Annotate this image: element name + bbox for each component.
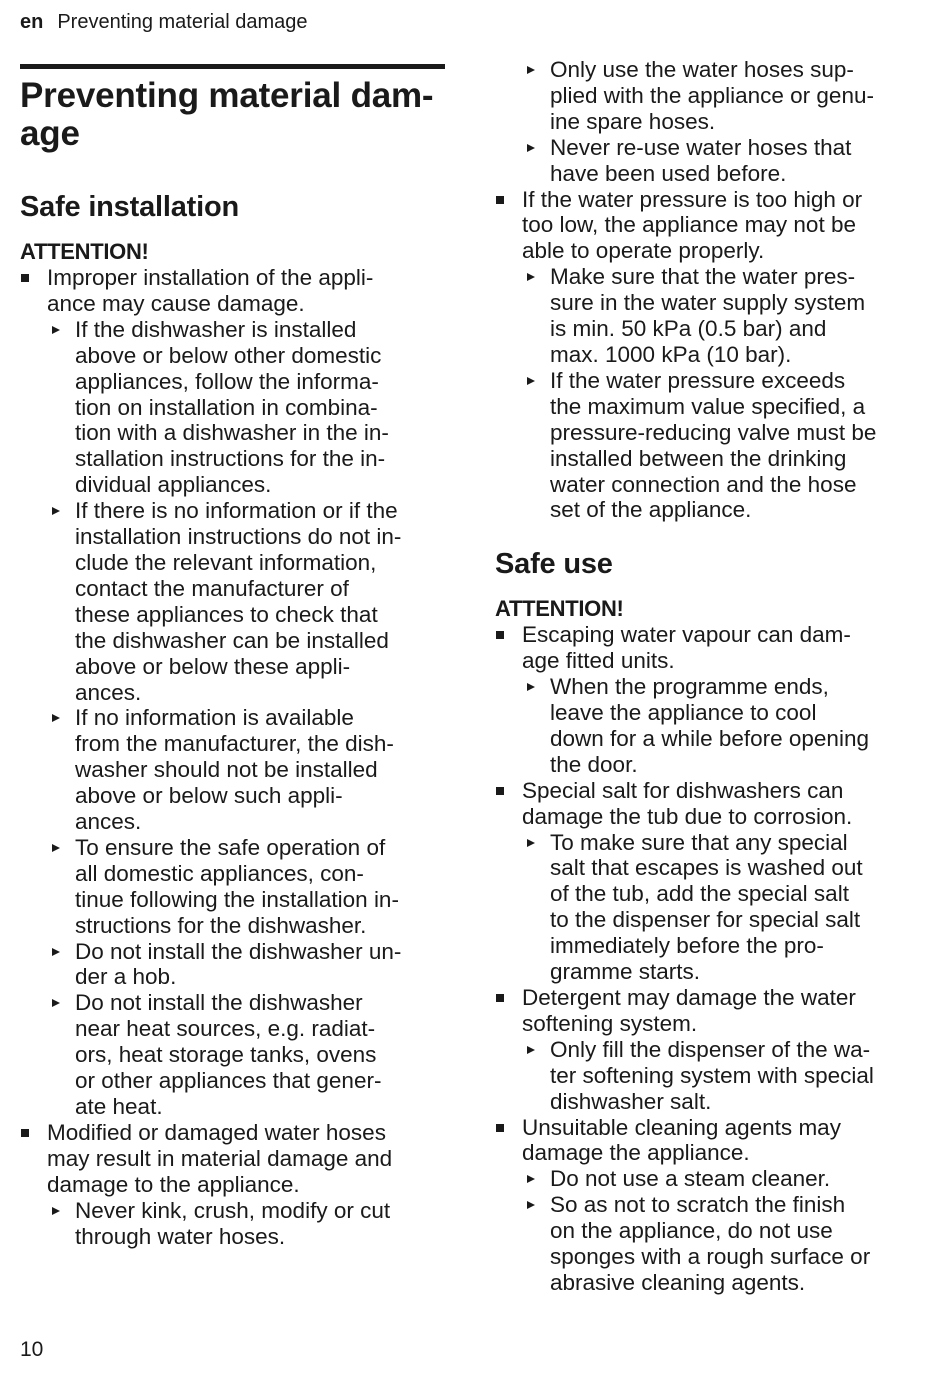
triangle-bullet-icon xyxy=(527,273,535,281)
square-bullet-icon xyxy=(496,994,504,1002)
sub-list-item-text: near heat sources, e.g. radiat- xyxy=(75,1016,376,1042)
sub-list-item-text: When the programme ends, xyxy=(550,674,829,700)
triangle-bullet-icon xyxy=(527,66,535,74)
list-item-text: Detergent may damage the water xyxy=(522,985,856,1010)
sub-list-item-text: Never kink, crush, modify or cut xyxy=(75,1197,391,1223)
sub-list-item-text: dividual appliances. xyxy=(75,472,272,498)
sub-list-item-text: washer should not be installed xyxy=(75,757,378,783)
list-continued xyxy=(495,57,923,187)
sub-list-item xyxy=(47,835,448,939)
triangle-bullet-icon xyxy=(527,144,535,152)
page-title xyxy=(20,77,448,153)
sub-list-item-text: the dishwasher can be installed xyxy=(75,627,389,653)
list-item-continued xyxy=(495,57,923,187)
sub-list-item-text: abrasive cleaning agents. xyxy=(550,1269,806,1295)
sub-list-item-text: dishwasher salt. xyxy=(550,1088,712,1114)
sub-list-item-text: Make sure that the water pres- xyxy=(550,264,856,290)
triangle-bullet-icon xyxy=(52,714,60,722)
square-bullet-icon xyxy=(496,787,504,795)
sub-list-item-text: the door. xyxy=(550,751,638,777)
list-item-text: Escaping water vapour can dam- xyxy=(522,622,851,648)
list-item-text: ance may cause damage. xyxy=(47,290,305,316)
list-item xyxy=(495,1115,923,1296)
sub-list xyxy=(522,264,923,523)
sub-list-item xyxy=(47,705,448,835)
sub-list-item-text: gramme starts. xyxy=(550,959,701,985)
sub-list-item xyxy=(47,498,448,705)
list-item-text: If the water pressure is too high or xyxy=(522,186,863,212)
list-item xyxy=(495,622,923,777)
list-item-text: may result in material damage and xyxy=(47,1145,393,1171)
page-title-line: age xyxy=(20,114,80,153)
sub-list-item-text: installation instructions do not in- xyxy=(75,524,402,550)
list-item xyxy=(495,778,923,985)
sub-list-item-text: leave the appliance to cool xyxy=(550,700,817,726)
sub-list-item-text: water connection and the hose xyxy=(550,471,857,497)
sub-list-item-text: Only use the water hoses sup- xyxy=(550,57,854,82)
sub-list xyxy=(47,1198,448,1250)
list-item-text: damage the appliance. xyxy=(522,1140,750,1166)
list-safe-installation xyxy=(20,265,448,1249)
section-heading-safe-use: Safe use xyxy=(495,548,613,581)
square-bullet-icon xyxy=(496,631,504,639)
sub-list-item-text: ances. xyxy=(75,679,142,705)
sub-list-item-text: sponges with a rough surface or xyxy=(550,1244,871,1270)
list-item-text: damage the tub due to corrosion. xyxy=(522,803,853,829)
sub-list-item-text: Only fill the dispenser of the wa- xyxy=(550,1036,871,1062)
attention-label: ATTENTION! xyxy=(495,596,624,622)
sub-list-item-text: structions for the dishwasher. xyxy=(75,912,367,938)
triangle-bullet-icon xyxy=(527,839,535,847)
list-item xyxy=(20,265,448,1120)
square-bullet-icon xyxy=(496,196,504,204)
triangle-bullet-icon xyxy=(52,326,60,334)
list-item-text: softening system. xyxy=(522,1010,698,1036)
sub-list xyxy=(522,1166,923,1296)
sub-list-item-text: To ensure the safe operation of xyxy=(75,834,386,860)
sub-list-item-text: above or below these appli- xyxy=(75,653,351,679)
sub-list-item-text: sure in the water supply system xyxy=(550,290,866,316)
triangle-bullet-icon xyxy=(527,1046,535,1054)
sub-list-item xyxy=(47,317,448,498)
sub-list-item-text: to the dispenser for special salt xyxy=(550,907,861,933)
sub-list-item-text: Never re-use water hoses that xyxy=(550,134,852,160)
sub-list-item-text: contact the manufacturer of xyxy=(75,575,349,601)
sub-list-item-text: ances. xyxy=(75,809,142,835)
sub-list-item-text: If there is no information or if the xyxy=(75,498,398,524)
title-rule xyxy=(20,64,445,69)
list-item xyxy=(495,187,923,524)
square-bullet-icon xyxy=(21,274,29,282)
sub-list xyxy=(47,317,448,1120)
sub-list-item-text: is min. 50 kPa (0.5 bar) and xyxy=(550,316,827,342)
page-header xyxy=(20,9,307,35)
section-heading-safe-installation: Safe installation xyxy=(20,191,239,223)
sub-list xyxy=(522,1037,923,1115)
sub-list-item xyxy=(47,939,448,991)
sub-list-item-text: the maximum value specified, a xyxy=(550,393,866,419)
sub-list-item-text: above or below such appli- xyxy=(75,783,343,809)
sub-list-item xyxy=(522,1192,923,1296)
triangle-bullet-icon xyxy=(527,1201,535,1209)
page-number: 10 xyxy=(20,1338,44,1361)
sub-list-item xyxy=(522,1037,923,1115)
sub-list-item-text: salt that escapes is washed out xyxy=(550,855,863,881)
list-item xyxy=(20,1120,448,1250)
triangle-bullet-icon xyxy=(52,999,60,1007)
sub-list-item-text: have been used before. xyxy=(550,160,787,186)
sub-list-item-text: tion on installation in combina- xyxy=(75,394,378,420)
sub-list-item-text: appliances, follow the informa- xyxy=(75,368,379,394)
list-water-pressure xyxy=(495,187,923,524)
list-item-text: Modified or damaged water hoses xyxy=(47,1119,386,1145)
list-item-text: Improper installation of the appli- xyxy=(47,265,374,290)
list-item-text: age fitted units. xyxy=(522,648,675,674)
sub-list-item xyxy=(522,1166,923,1192)
sub-list-item-text: der a hob. xyxy=(75,964,177,990)
sub-list-item-text: So as not to scratch the finish xyxy=(550,1192,846,1218)
sub-list-item-text: clude the relevant information, xyxy=(75,549,377,575)
sub-list-item xyxy=(522,674,923,778)
right-column xyxy=(495,57,923,1296)
sub-list xyxy=(522,674,923,778)
sub-list-item xyxy=(522,368,923,523)
sub-list-item-text: pressure-reducing valve must be xyxy=(550,419,877,445)
list-item-text: able to operate properly. xyxy=(522,238,765,264)
list-item xyxy=(495,985,923,1115)
sub-list-item-text: above or below other domestic xyxy=(75,342,382,368)
sub-list-item-text: tion with a dishwasher in the in- xyxy=(75,420,389,446)
sub-list-item-text: or other appliances that gener- xyxy=(75,1068,382,1094)
list-safe-use xyxy=(495,622,923,1296)
sub-list-item-text: of the tub, add the special salt xyxy=(550,881,849,907)
sub-list-item-text: ors, heat storage tanks, ovens xyxy=(75,1042,377,1068)
list-item-text: Unsuitable cleaning agents may xyxy=(522,1114,841,1140)
language-code: en xyxy=(20,11,44,33)
sub-list-item-text: tinue following the installation in- xyxy=(75,886,399,912)
sub-list-item xyxy=(522,264,923,368)
sub-list-item-text: If no information is available xyxy=(75,705,354,731)
sub-list-item-text: If the dishwasher is installed xyxy=(75,316,357,342)
triangle-bullet-icon xyxy=(527,1175,535,1183)
triangle-bullet-icon xyxy=(52,948,60,956)
sub-list-item-text: these appliances to check that xyxy=(75,601,378,627)
left-column xyxy=(20,64,448,1249)
sub-list-item-text: set of the appliance. xyxy=(550,497,752,523)
sub-list-item-text: through water hoses. xyxy=(75,1223,286,1249)
square-bullet-icon xyxy=(21,1129,29,1137)
sub-list-item-text: If the water pressure exceeds xyxy=(550,367,846,393)
attention-label: ATTENTION! xyxy=(20,239,149,264)
sub-list-item-text: on the appliance, do not use xyxy=(550,1218,833,1244)
square-bullet-icon xyxy=(496,1124,504,1132)
sub-list-item-text: To make sure that any special xyxy=(550,829,848,855)
sub-list-item-text: all domestic appliances, con- xyxy=(75,860,364,886)
sub-list-item-text: plied with the appliance or genu- xyxy=(550,82,874,108)
sub-list-item-text: down for a while before opening xyxy=(550,725,869,751)
sub-list-item-text: stallation instructions for the in- xyxy=(75,446,386,472)
sub-list xyxy=(522,830,923,985)
triangle-bullet-icon xyxy=(52,507,60,515)
sub-list-item xyxy=(522,135,923,187)
list-item-text: Special salt for dishwashers can xyxy=(522,777,844,803)
sub-list-item-text: Do not install the dishwasher un- xyxy=(75,938,402,964)
sub-list-item-text: ate heat. xyxy=(75,1094,163,1119)
sub-list-item-text: max. 1000 kPa (10 bar). xyxy=(550,341,792,367)
sub-list-item xyxy=(47,990,448,1120)
sub-list-item-text: ine spare hoses. xyxy=(550,108,716,134)
sub-list-item xyxy=(47,1198,448,1250)
sub-list-item-text: Do not install the dishwasher xyxy=(75,990,363,1016)
page-title-line: Preventing material dam- xyxy=(20,76,434,115)
sub-list-item-text: installed between the drinking xyxy=(550,445,847,471)
sub-list-item-text: Do not use a steam cleaner. xyxy=(550,1166,831,1192)
triangle-bullet-icon xyxy=(52,844,60,852)
header-section-title: Preventing material damage xyxy=(57,11,308,33)
sub-list-item-text: from the manufacturer, the dish- xyxy=(75,731,394,757)
sub-list-item-text: immediately before the pro- xyxy=(550,933,824,959)
sub-list-item-text: ter softening system with special xyxy=(550,1062,874,1088)
sub-list xyxy=(522,57,923,187)
sub-list-item xyxy=(522,57,923,135)
triangle-bullet-icon xyxy=(52,1207,60,1215)
list-item-text: damage to the appliance. xyxy=(47,1171,300,1197)
triangle-bullet-icon xyxy=(527,683,535,691)
list-item-text: too low, the appliance may not be xyxy=(522,212,856,238)
triangle-bullet-icon xyxy=(527,377,535,385)
sub-list-item xyxy=(522,830,923,985)
